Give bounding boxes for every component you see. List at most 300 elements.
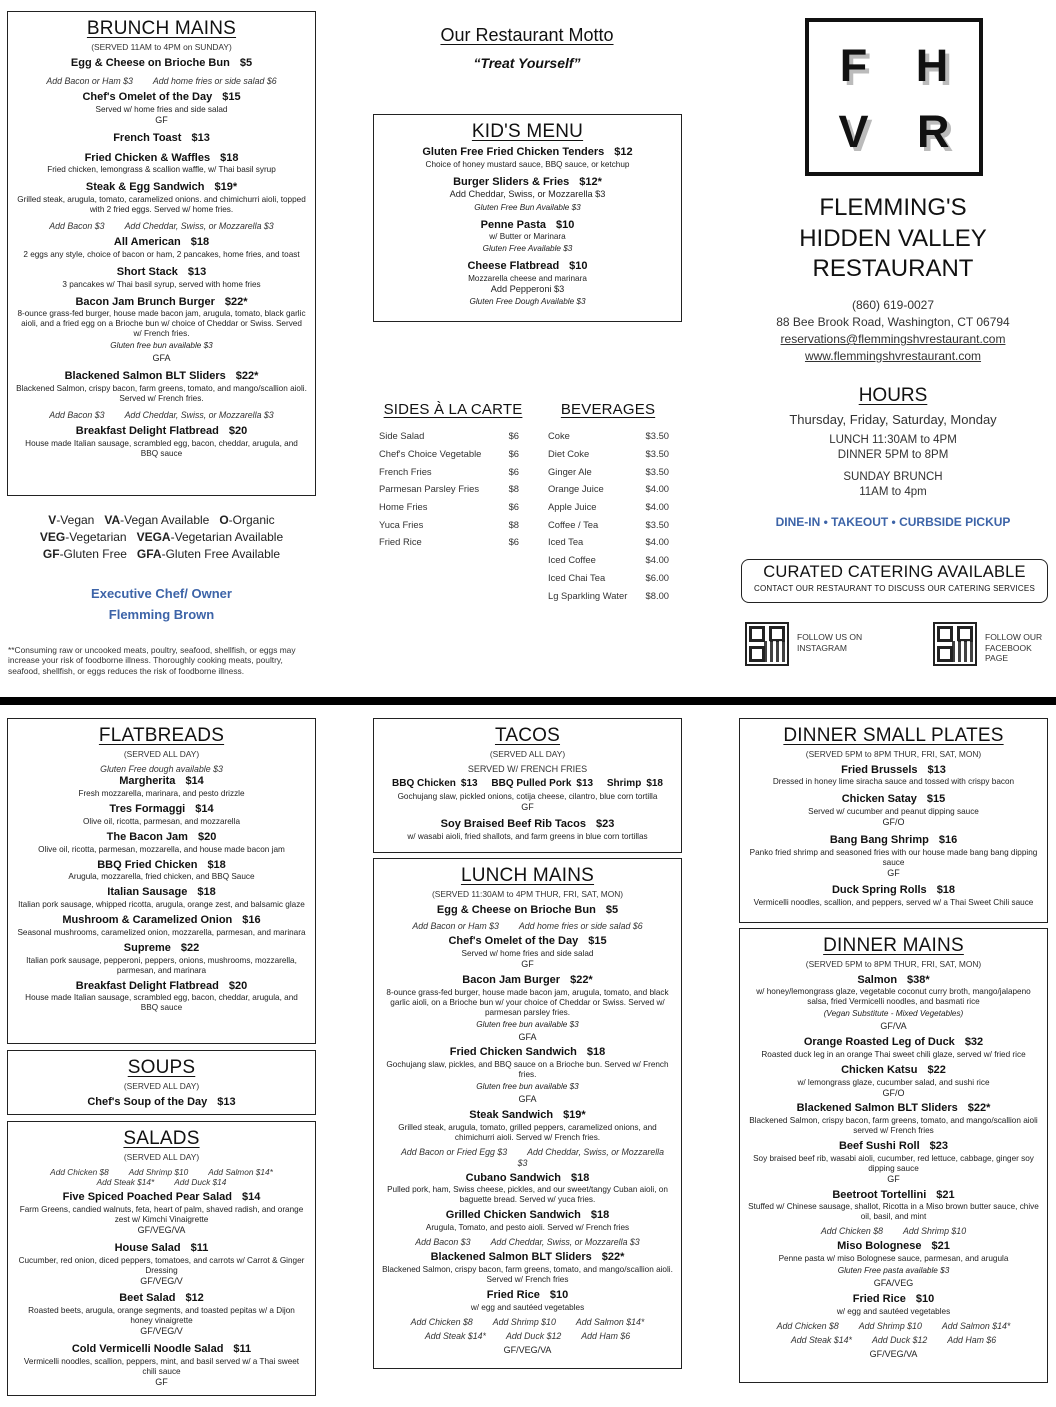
item-name: Burger Sliders & Fries (453, 175, 570, 188)
item-title (748, 1240, 1039, 1254)
item-price: $15 (926, 793, 946, 806)
instagram-qr-code[interactable] (745, 622, 789, 666)
legend-row (7, 546, 316, 563)
item-name: Iced Chai Tea (548, 571, 606, 583)
menu-item (748, 1064, 1039, 1099)
price-row (548, 551, 669, 569)
item-name: Gluten Free Fried Chicken Tenders (422, 145, 605, 158)
item-desc: House made Italian sausage, scrambled egg, bacon, cheddar, arugula, and BBQ sauce (25, 438, 298, 458)
item-name: Blackened Salmon BLT Sliders (64, 370, 226, 383)
item-title (748, 974, 1039, 988)
item-addon: Add Cheddar, Swiss, or Mozzarella $3 (449, 189, 606, 200)
logo-line-2: V R (838, 106, 968, 157)
hours-days: Thursday, Friday, Saturday, Monday (789, 412, 997, 427)
legend-code: VEG (39, 530, 66, 544)
follow-text: INSTAGRAM (797, 642, 847, 653)
item-name: Fried Chicken & Waffles (84, 151, 211, 164)
addon-row (16, 221, 307, 232)
legend-entry (137, 530, 284, 544)
addon: Add Steak $14* (96, 1176, 155, 1187)
addon: Add Chicken $8 (410, 1316, 473, 1327)
item-name: Side Salad (379, 430, 425, 442)
item-name: French Toast (113, 131, 182, 144)
item-name: Chef's Omelet of the Day (82, 91, 213, 104)
menu-item (748, 1140, 1039, 1185)
menu-list (16, 1191, 307, 1387)
item-title (16, 236, 307, 250)
item-price: $12 (614, 145, 633, 158)
item-price: $21 (931, 1240, 950, 1253)
item-price: $20 (228, 979, 248, 992)
legend-meaning: -Vegan Available (120, 513, 210, 527)
legend-entry (40, 530, 127, 544)
diet-tag: GF/VEG/VA (869, 1348, 918, 1359)
item-desc: Blackened Salmon, crispy bacon, farm greens, tomato, and mango/scallion aioli. Served w/ French fries (382, 1264, 673, 1284)
item-name: Coffee / Tea (548, 518, 599, 530)
item-price: $11 (190, 1241, 209, 1254)
addon-row (382, 1147, 673, 1169)
chef-title: Executive Chef/ Owner (91, 586, 232, 601)
price-row (548, 462, 669, 480)
menu-item (382, 176, 673, 213)
price-row (379, 445, 519, 463)
item-desc: Vermicelli noodles, scallion, peppers, mint, and basil served w/ a Thai sweet chili sauce (23, 1356, 300, 1376)
item-name: Egg & Cheese on Brioche Bun (70, 56, 230, 69)
item-name: All American (113, 236, 181, 249)
legend-row (7, 512, 316, 529)
legend-row (7, 529, 316, 546)
section-title: SOUPS (127, 1057, 196, 1078)
addon-row (16, 410, 307, 421)
soups-section (7, 1050, 316, 1115)
item-price: $10 (549, 1288, 569, 1301)
item-desc: Italian pork sausage, pepperoni, peppers, onions, mushrooms, mozzarella, parmesan, and marinara (26, 955, 297, 975)
item-title (16, 914, 307, 928)
item-name: Apple Juice (548, 501, 597, 513)
price-row (548, 480, 669, 498)
item-desc: Olive oil, ricotta, parmesan, and mozzarella (83, 816, 240, 826)
item-desc: w/ wasabi aioli, fried shallots, and farm greens in blue corn tortillas (407, 831, 648, 841)
restaurant-logo (805, 18, 983, 176)
motto-text: “Treat Yourself” (473, 55, 581, 71)
legend-code: VA (104, 513, 121, 527)
item-price: $16 (938, 833, 958, 846)
legend-entry (104, 513, 209, 527)
addon: Add Steak $14* (424, 1330, 486, 1341)
item-name: Fried Rice (486, 1288, 540, 1301)
facebook-follow[interactable] (933, 622, 1053, 668)
item-title (16, 181, 307, 195)
item-title (16, 859, 307, 873)
price-row (548, 533, 669, 551)
item-price: $6 (508, 430, 519, 442)
section-title: FLATBREADS (98, 725, 225, 746)
item-desc: Vermicelli noodles, scallion, and peppers, served w/ a Thai Sweet Chili sauce (753, 898, 1034, 908)
item-title (748, 1036, 1039, 1050)
item-name: Fried Rice (379, 536, 422, 548)
hours-sunday-time: 11AM to 4pm (859, 486, 927, 498)
item-price: $19* (214, 181, 238, 194)
addon: Add Duck $14 (174, 1176, 227, 1187)
price-row (548, 515, 669, 533)
item-title (382, 935, 673, 949)
addon: Add Cheddar, Swiss, or Mozzarella $3 (490, 1237, 640, 1248)
item-price: $15 (222, 91, 241, 104)
legend-meaning: -Gluten Free (59, 547, 127, 561)
price-row (379, 498, 519, 516)
item-price: $4.00 (645, 501, 669, 513)
menu-item (748, 1036, 1039, 1060)
item-title (16, 886, 307, 900)
item-title (382, 974, 673, 988)
item-name: Beet Salad (119, 1292, 176, 1305)
price-row (548, 586, 669, 604)
restaurant-name (745, 193, 1041, 285)
item-title (382, 146, 673, 160)
addon: Add home fries or side salad $6 (152, 76, 277, 87)
gf-note: Gluten Free dough available $3 (100, 763, 223, 774)
taco-option (607, 778, 663, 791)
item-price: $3.50 (645, 430, 669, 442)
item-price: $14 (242, 1191, 261, 1204)
diet-tag: GF (887, 1173, 900, 1184)
item-price: $4.00 (645, 554, 669, 566)
legend-meaning: -Vegan (56, 513, 95, 527)
beverages-list (548, 427, 669, 604)
price-row (379, 480, 519, 498)
hours-title: HOURS (858, 385, 928, 406)
item-name: Bacon Jam Burger (462, 973, 561, 986)
item-price: $22* (224, 295, 248, 308)
item-desc: w/ lemongrass glaze, cucumber salad, and sushi rice (797, 1077, 990, 1087)
item-title (16, 775, 307, 789)
item-note: Gluten free bun available $3 (476, 1019, 579, 1029)
item-name: Blackened Salmon BLT Sliders (430, 1251, 592, 1264)
item-name: Egg & Cheese on Brioche Bun (436, 903, 596, 916)
section-title: BRUNCH MAINS (86, 18, 237, 39)
kids-menu-section (373, 114, 682, 322)
legend-code: VEGA (136, 530, 171, 544)
item-price: $3.50 (645, 448, 669, 460)
item-desc: Dressed in honey lime siracha sauce and tossed with crispy bacon (772, 777, 1015, 787)
addon: Add Ham $6 (581, 1330, 631, 1341)
item-title (16, 1292, 307, 1306)
item-name: Italian Sausage (107, 886, 188, 899)
menu-item (16, 132, 307, 146)
taco-option (491, 778, 593, 791)
menu-item (382, 974, 673, 1043)
item-price: $18 (220, 151, 239, 164)
item-title (748, 834, 1039, 848)
menu-item (382, 1046, 673, 1105)
menu-item (382, 1251, 673, 1285)
addon: Add Cheddar, Swiss, or Mozzarella $3 (517, 1146, 665, 1168)
menu-item (748, 834, 1039, 879)
item-price: $32 (964, 1036, 984, 1049)
menu-item (16, 425, 307, 459)
addon: Add Chicken $8 (776, 1320, 839, 1331)
item-title (382, 1251, 673, 1265)
menu-item (382, 146, 673, 170)
legend-meaning: -Organic (228, 513, 275, 527)
item-addon: Add Pepperoni $3 (490, 284, 565, 295)
salad-addons (16, 1167, 307, 1188)
item-desc: Served w/ home fries and side salad (95, 104, 228, 114)
section-title: KID'S MENU (471, 121, 584, 142)
taco-item (382, 818, 673, 832)
item-name: Cheese Flatbread (467, 260, 560, 273)
item-title (382, 1172, 673, 1186)
item-desc: Choice of honey mustard sauce, BBQ sauce, or ketchup (425, 159, 630, 169)
item-name: Penne Pasta (480, 218, 547, 231)
item-price: $13 (191, 131, 210, 144)
item-name: Miso Bolognese (837, 1240, 922, 1253)
item-desc: Fresh mozzarella, marinara, and pesto drizzle (78, 789, 245, 799)
item-desc: Served w/ cucumber and peanut dipping sauce (808, 807, 979, 816)
chef-name: Flemming Brown (108, 607, 215, 622)
legend-code: GF (42, 547, 60, 561)
item-desc: 8-ounce grass-fed burger, house made bacon jam, arugula, tomato, black garlic aioli, and a fried egg on a Brioche bun w/ choice of Cheddar or Swiss. Served w/ French fries. (17, 309, 306, 339)
served-note: (SERVED ALL DAY) (123, 748, 200, 759)
item-name: Chef's Choice Vegetable (379, 448, 482, 460)
item-name: Coke (548, 430, 570, 442)
item-price: $22* (601, 1251, 625, 1264)
email-link[interactable]: reservations@flemmingshvrestaurant.com (780, 332, 1006, 346)
beverages-section (548, 401, 668, 421)
item-price: $14 (195, 803, 214, 816)
legend-entry (219, 513, 274, 527)
section-title: DINNER SMALL PLATES (783, 725, 1004, 746)
item-price: $12* (579, 175, 602, 188)
item-note: Gluten free bun available $3 (110, 341, 213, 351)
item-price: $6 (508, 448, 519, 460)
price-row (548, 569, 669, 587)
addon: Add Duck $12 (871, 1334, 928, 1345)
menu-item (16, 914, 307, 938)
logo-line-1: F H (839, 40, 967, 91)
item-name: Blackened Salmon BLT Sliders (796, 1102, 958, 1115)
menu-item (16, 1292, 307, 1337)
item-title (16, 980, 307, 994)
item-desc: Soy braised beef rib, wasabi aioli, cucumber, red lettuce, cabbage, ginger soy dipping sauce (753, 1153, 1034, 1173)
addon: Add Bacon $3 (415, 1237, 471, 1248)
item-price: $3.50 (645, 518, 669, 530)
menu-list (382, 146, 673, 307)
addon: Add Ham $6 (947, 1334, 997, 1345)
section-title: BEVERAGES (560, 401, 656, 418)
catering-subtitle: CONTACT OUR RESTAURANT TO DISCUSS OUR CATERING SERVICES (754, 584, 1035, 593)
item-title (748, 884, 1039, 898)
addon: Add Salmon $14* (941, 1320, 1011, 1331)
price-row (379, 533, 519, 551)
item-price: $18 (590, 1209, 610, 1222)
addon: Add Bacon $3 (49, 409, 105, 420)
instagram-follow[interactable] (745, 622, 875, 668)
item-title (748, 1140, 1039, 1154)
addon: Add Bacon $3 (49, 221, 105, 232)
legend-meaning: -Vegetarian Available (170, 530, 284, 544)
menu-item (748, 1102, 1039, 1136)
item-price: $4.00 (645, 536, 669, 548)
item-name: Tres Formaggi (109, 803, 186, 816)
price-row (379, 427, 519, 445)
item-title (748, 1102, 1039, 1116)
item-name: Chef's Omelet of the Day (448, 935, 579, 948)
item-name: Iced Tea (548, 536, 584, 548)
item-desc: Arugula, mozzarella, fried chicken, and BBQ Sauce (68, 872, 255, 882)
item-price: $18 (936, 884, 956, 897)
item-name: Orange Juice (548, 483, 604, 495)
legend-code: O (219, 513, 229, 527)
menu-list (16, 775, 307, 1013)
item-name: Soy Braised Beef Rib Tacos (440, 818, 586, 831)
item-name: Bang Bang Shrimp (829, 833, 929, 846)
item-name: Breakfast Delight Flatbread (75, 424, 219, 437)
addon: Add Steak $14* (790, 1334, 852, 1345)
menu-list (748, 974, 1039, 1360)
taco-trio-tag: GF (521, 802, 534, 813)
item-title (16, 1242, 307, 1256)
item-name: Parmesan Parsley Fries (379, 483, 480, 495)
item-price: $14 (185, 775, 204, 788)
served-note: (SERVED ALL DAY) (123, 1080, 200, 1091)
item-price: $8.00 (645, 589, 669, 601)
menu-item (16, 831, 307, 855)
menu-item (16, 181, 307, 215)
item-title (748, 1189, 1039, 1203)
diet-tag: GF/VEG/V (140, 1275, 183, 1286)
menu-item (748, 793, 1039, 828)
item-name: Salmon (857, 973, 898, 986)
tacos-section (373, 718, 682, 853)
item-price: $22* (570, 973, 593, 986)
item-price: $13 (217, 1095, 236, 1108)
addon-row-1 (16, 1167, 307, 1177)
addon-row (382, 1317, 673, 1328)
item-desc: w/ egg and sautéed vegetables (836, 1306, 951, 1316)
menu-item (16, 775, 307, 799)
follow-text: FOLLOW US ON (797, 632, 863, 642)
item-name: Orange Roasted Leg of Duck (803, 1036, 955, 1049)
item-title (748, 764, 1039, 778)
price-row (548, 427, 669, 445)
motto-title: Our Restaurant Motto (440, 25, 614, 45)
legend-meaning: -Vegetarian (65, 530, 127, 544)
item-name: Grilled Chicken Sandwich (445, 1209, 581, 1222)
menu-item (16, 803, 307, 827)
item-desc: Blackened Salmon, crispy bacon, farm greens, tomato, and mango/scallion aioli served w/ French fries (749, 1116, 1038, 1136)
item-title (16, 803, 307, 817)
item-note: (Vegan Substitute - Mixed Vegetables) (823, 1009, 964, 1019)
item-name: French Fries (379, 465, 432, 477)
name-line: HIDDEN VALLEY (799, 224, 987, 252)
phone[interactable]: (860) 619-0027 (851, 298, 935, 312)
menu-list (16, 57, 307, 459)
item-title (382, 904, 673, 918)
brunch-mains-section (7, 11, 316, 496)
menu-item (16, 942, 307, 976)
item-name: Margherita (119, 775, 176, 788)
item-price: $10 (556, 218, 575, 231)
menu-item (382, 1289, 673, 1313)
addon: Add Salmon $14* (208, 1166, 273, 1177)
served-note: (SERVED ALL DAY) (123, 1151, 200, 1162)
hours-lunch: LUNCH 11:30AM to 4PM (829, 434, 957, 446)
addon-row (748, 1226, 1039, 1237)
menu-item (748, 764, 1039, 788)
item-title (16, 425, 307, 439)
menu-item (16, 859, 307, 883)
salads-section (7, 1121, 316, 1396)
item-name: Bacon Jam Brunch Burger (75, 295, 215, 308)
item-name: Mushroom & Caramelized Onion (62, 914, 233, 927)
menu-item (16, 980, 307, 1014)
item-desc: w/ honey/lemongrass glaze, vegetable coconut curry broth, mango/jalapeno salsa, fried Vermicelli noodles, and basmati rice (756, 987, 1031, 1007)
item-desc: 8-ounce grass-fed burger, house made bacon jam, arugula, tomato, and black garlic aioli, on a Brioche bun w/ your choice of Cheddar or Swiss. Served w/ parmesan parsley fries. (386, 987, 669, 1017)
item-price: $3.50 (645, 465, 669, 477)
menu-item (16, 236, 307, 260)
price-row (548, 498, 669, 516)
item-price: $21 (936, 1188, 955, 1201)
item-price: $11 (233, 1342, 252, 1355)
menu-item (382, 260, 673, 307)
menu-item (16, 370, 307, 404)
addon: Add Shrimp $10 (128, 1166, 189, 1177)
diet-tag: GF (887, 867, 900, 878)
addon: Add Bacon or Ham $3 (412, 921, 499, 932)
legend-code: V (48, 513, 57, 527)
menu-item (748, 1293, 1039, 1317)
menu-item (16, 57, 307, 71)
hours-dinner: DINNER 5PM to 8PM (837, 449, 949, 461)
item-name: Chef's Soup of the Day (87, 1095, 208, 1108)
sides-list (379, 427, 519, 551)
sides-section (373, 401, 533, 421)
addon: Add Bacon or Ham $3 (46, 76, 133, 87)
menu-item (16, 1343, 307, 1388)
facebook-qr-code[interactable] (933, 622, 977, 666)
item-price: $38* (907, 973, 930, 986)
item-name: Iced Coffee (548, 554, 596, 566)
legend-entry (137, 547, 280, 561)
item-title (748, 793, 1039, 807)
item-price: $18 (570, 1171, 590, 1184)
item-title (382, 176, 673, 190)
legend-meaning: -Gluten Free Available (161, 547, 281, 561)
item-desc: 3 pancakes w/ Thai basil syrup, served with home fries (62, 279, 261, 289)
item-name: Steak Sandwich (469, 1108, 554, 1121)
item-price: $13 (187, 265, 207, 278)
item-desc: Seasonal mushrooms, caramelized onion, mozzarella, parmesan, and marinara (17, 927, 306, 937)
website-link[interactable]: www.flemmingshvrestaurant.com (804, 349, 982, 363)
item-price: $5 (239, 56, 253, 69)
menu-item (16, 1242, 307, 1287)
addon: Add Salmon $14* (575, 1316, 645, 1327)
price-row (379, 515, 519, 533)
item-title (748, 1293, 1039, 1307)
item-price: $10 (569, 260, 588, 273)
item-price: $18 (586, 1046, 606, 1059)
item-name: Chicken Satay (841, 793, 917, 806)
item-price: $22* (967, 1102, 991, 1115)
item-desc: Mozzarella cheese and marinara (468, 274, 587, 284)
menu-item (382, 1109, 673, 1143)
hours-section (745, 385, 1041, 529)
service-options: DINE-IN • TAKEOUT • CURBSIDE PICKUP (775, 515, 1011, 529)
menu-item (748, 1240, 1039, 1289)
item-desc: 2 eggs any style, choice of bacon or ham, 2 pancakes, home fries, and toast (23, 249, 300, 259)
legend-code: GFA (136, 547, 162, 561)
